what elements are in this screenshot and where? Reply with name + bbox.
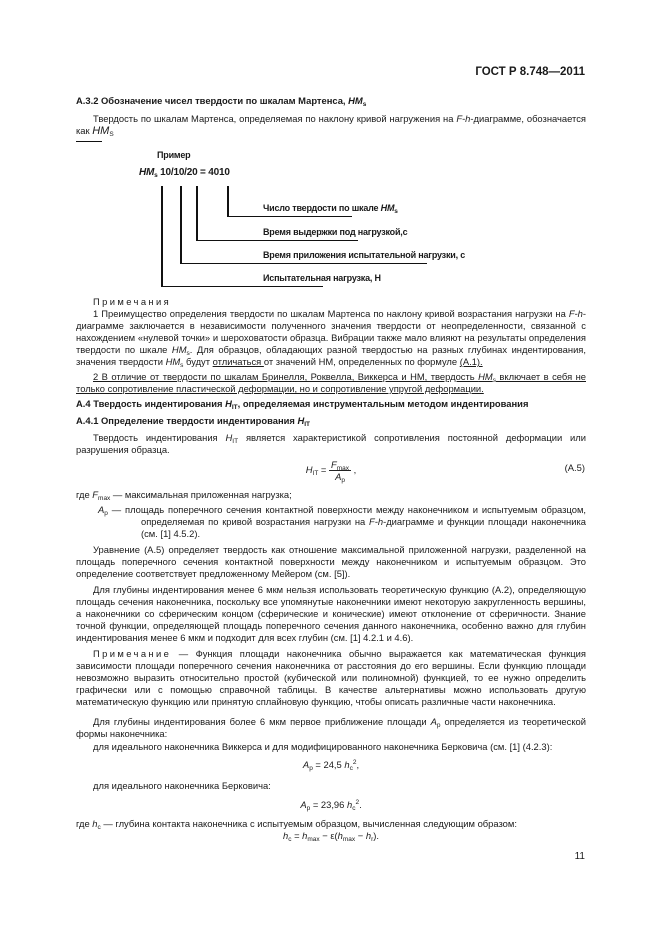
- a4-para3: Для глубины индентирования менее 6 мкм нельзя использовать теоретическую функцию (А.2), определяющую площадь сечения наконечника, поскольку все упомянутые наконечники имеют некоторую закругленность вершины, а наконечники со сферическим концом (сферические и конические) имеют отклонение от сферичности. Знание точной функции, определяющей площадь поперечного сечения данного наконечника, особенно важно для глубин индентирования менее 6 мкм и подходит для всех глубин (см. [1] 4.2.1 и 4.6).: [76, 584, 586, 644]
- note-1: 1 Преимущество определения твердости по шкалам Мартенса по наклону кривой возрастания нагрузки на F-h-диаграмме заключается в независимости полученного значения твердости от неопределенности, связанной с нахождением «нулевой точки» и шероховатости образца. Вибрации также мало влияют на результаты определения твердости по шкале $HM_s$. Для образцов, обладающих разной твердостью на разных глубинах индентирования, значения твердости $HM_s$ будут отличаться от значений НМ, определенных по формуле (А.1).: [76, 308, 586, 370]
- a4-note: Примечание — Функция площади наконечника обычно выражается как математическая функция зависимости площади поперечного сечения наконечника от расстояния до его вершины. Если функцию площади невозможно выразить относительно простой (кубической или полиномной) функцией, то ее нужно определить графически или с помощью справочной таблицы. В качестве альтернативы можно использовать другую математическую функцию или принятую сплайновую функцию, чтобы описать различные части наконечника.: [76, 648, 586, 708]
- legend-hold-time: Время выдержки под нагрузкой,с: [263, 227, 408, 237]
- leader-line: [196, 186, 198, 241]
- leader-line: [196, 240, 358, 241]
- where-hc: где $h_c$ — глубина контакта наконечника с испытуемым образцом, вычисленная следующим образом:: [76, 818, 517, 831]
- equation-a5: $H_{IT}$ = $\frac{F_{max}}{A_p}$ ,: [305, 459, 357, 484]
- underline-mark: [76, 141, 102, 142]
- equation-number: (А.5): [564, 462, 585, 473]
- leader-line: [161, 186, 163, 287]
- example-label: Пример: [157, 150, 191, 160]
- leader-line: [227, 186, 229, 216]
- section-a32-para: Твердость по шкалам Мартенса, определяемая по наклону кривой нагружения на F-h-диаграмме, обозначается как $HM_S$: [76, 113, 586, 139]
- doc-code: ГОСТ Р 8.748—2011: [475, 66, 585, 78]
- legend-test-load: Испытательная нагрузка, Н: [263, 273, 381, 283]
- section-a32-title: А.3.2 Обозначение чисел твердости по шкалам Мартенса, $HM_s$: [76, 95, 367, 108]
- equation-berkovich: $A_p = 23,96$ $h_c^2$.: [300, 799, 362, 812]
- legend-hardness-number: Число твердости по шкале $HM_s$: [263, 203, 398, 215]
- note-2: 2 В отличие от твердости по шкалам Бринелля, Роквелла, Виккерса и НМ, твердость $HM_s$ включает в себя не только сопротивление пластической деформации, но и сопротивление упругой деформации.: [76, 371, 586, 395]
- leader-line: [180, 186, 182, 264]
- notes-heading: Примечания: [93, 296, 172, 307]
- equation-vickers: $A_p = 24,5$ $h_c^2$,: [302, 759, 360, 772]
- section-a4-title: А.4 Твердость индентирования $H_{IT}$, определяемая инструментальным методом индентирования: [76, 398, 529, 411]
- a4-para2: Уравнение (А.5) определяет твердость как отношение максимальной приложенной нагрузки, разделенной на площадь поперечного сечения контактной поверхности между наконечником и испытуемым образцом. Это определение соответствует предложенному Мейером (см. [5]).: [76, 544, 586, 580]
- vickers-text: для идеального наконечника Виккерса и для модифицированного наконечника Берковича (см. [1] (4.2.3):: [93, 741, 553, 752]
- section-a41-title: А.4.1 Определение твердости индентирования $H_{IT}$: [76, 415, 311, 428]
- leader-line: [161, 286, 323, 287]
- example-formula: $HM_s$ 10/10/20 = 4010: [139, 167, 230, 179]
- leader-line: [227, 216, 352, 217]
- a41-para: Твердость индентирования $H_{IT}$ является характеристикой сопротивления постоянной деформации или разрушения образца.: [76, 432, 587, 456]
- where-fmax: где $F_{max}$ — максимальная приложенная нагрузка;: [76, 489, 292, 502]
- berkovich-text: для идеального наконечника Берковича:: [93, 780, 271, 791]
- leader-line: [180, 263, 427, 264]
- equation-hc: $h_c = h_{max} - \varepsilon(h_{max} - h_r)$.: [283, 830, 379, 843]
- where-ap: $A_p$ — площадь поперечного сечения контактной поверхности между наконечником и испытуемым образцом, определяемая по кривой возрастания нагрузки на F-h-диаграмме и функции площади наконечника (см. [1] 4.5.2).: [98, 504, 586, 540]
- a4-para4: Для глубины индентирования более 6 мкм первое приближение площади $A_p$ определяется из теоретической формы наконечника:: [76, 716, 586, 740]
- legend-load-time: Время приложения испытательной нагрузки, с: [263, 250, 466, 260]
- page-number: 11: [574, 851, 585, 862]
